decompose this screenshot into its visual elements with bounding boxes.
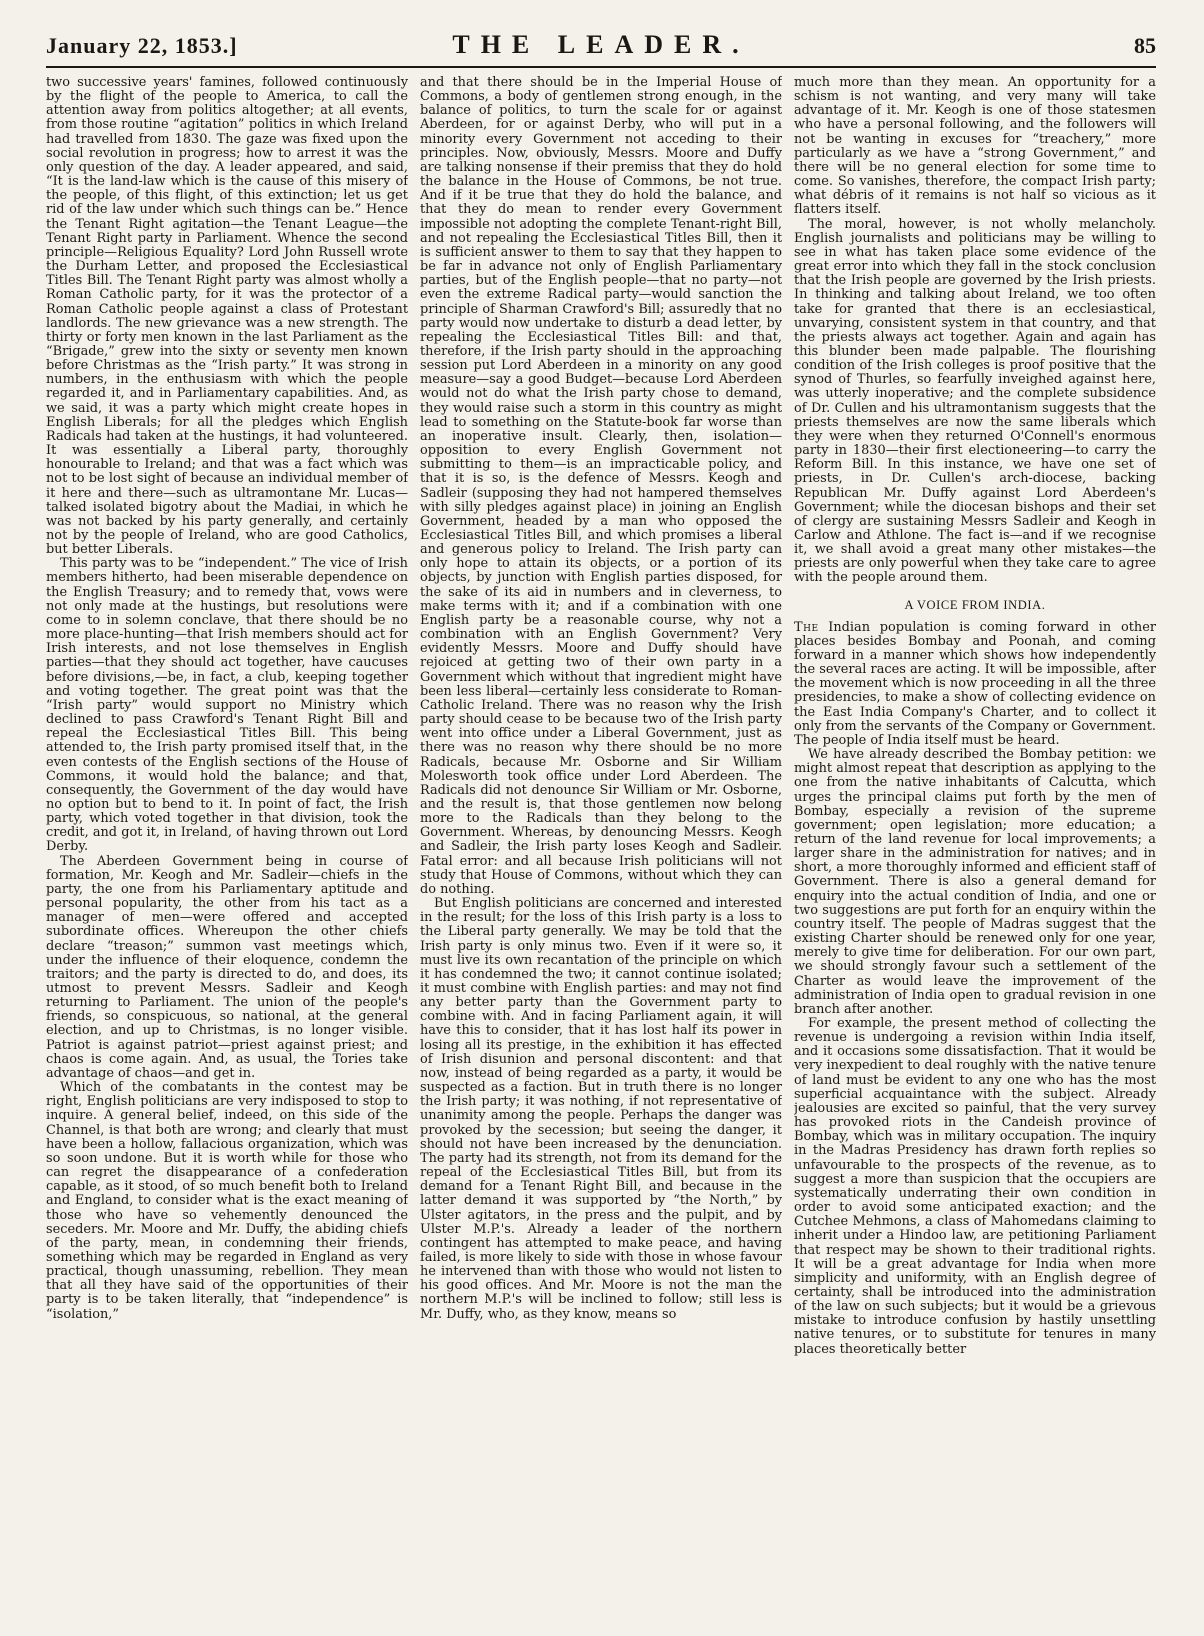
section-lead-paragraph (794, 621, 1156, 748)
column-2 (420, 76, 782, 1636)
masthead (46, 30, 1156, 68)
paragraph: The Aberdeen Government being in course of formation, Mr. Keogh and Mr. Sadleir—chiefs in the party, the one from his Parliamentary aptitude and personal popularity, the other from his tact as a manager of men—were offered and accepted subordinate offices. Whereupon the other chiefs declare “treason;” summon vast meetings which, under the influence of their eloquence, condemn the traitors; and the party is directed to do, and does, its utmost to prevent Messrs. Sadleir and Keogh returning to Parliament. The union of the people's friends, so conspicuous, so national, at the general election, and up to Christmas, is no longer visible. Patriot is against patriot—priest against priest; and chaos is come again. And, as usual, the Tories take advantage of chaos—and get in. (46, 853, 408, 1081)
paragraph: and that there should be in the Imperial House of Commons, a body of gentlemen strong enough, in the balance of politics, to turn the scale for or against Aberdeen, for or against Derby, who will put in a minority every Government not acceding to their principles. Now, obviously, Messrs. Moore and Duffy are talking nonsense if their premiss that they do hold the balance in the House of Commons, be not true. And if it be true that they do hold the balance, and that they do mean to render every Government impossible not adopting the complete Tenant-right Bill, and not repealing the Ecclesiastical Titles Bill, then it is sufficient answer to them to say that they happen to be far in advance not only of English Parliamentary parties, but of the English people—that no party—not even the extreme Radical party—would sanction the principle of Sharman Crawford's Bill; assuredly that no party would now undertake to disturb a dead letter, by repealing the Ecclesiastical Titles Bill: and that, therefore, if the Irish party should in the approaching session put Lord Aberdeen in a minority on any good measure—say a good Budget—because Lord Aberdeen would not do what the Irish party chose to demand, they would raise such a storm in this country as might lead to something on the Statute-book far worse than an inoperative insult. Clearly, then, isolation—opposition to every English Government not submitting to them—is an impracticable policy, and that it is so, is the defence of Messrs. Keogh and Sadleir (supposing they had not hampered themselves with silly pledges against place) in joining an English Government, headed by a man who opposed the Ecclesiastical Titles Bill, and which promises a liberal and generous policy to Ireland. The Irish party can only hope to attain its objects, or a portion of its objects, by junction with English parties disposed, for the sake of its aid in numbers and in cleverness, to make terms with it; and if a combination with one English party be a reasonable course, why not a combination with an English Government? Very evidently Messrs. Moore and Duffy should have rejoiced at getting two of their own party in a Government which without that ingredient might have been less liberal—certainly less considerate to Roman-Catholic Ireland. There was no reason why the Irish party should cease to be because two of the Irish party went into office under a Liberal Government, just as there was no reason why there should be no more Radicals, because Mr. Osborne and Sir William Molesworth took office under Lord Aberdeen. The Radicals did not denounce Sir William or Mr. Osborne, and the result is, that those gentlemen now belong more to the Radicals than they belong to the Government. Whereas, by denouncing Messrs. Keogh and Sadleir, the Irish party loses Keogh and Sadleir. Fatal error: and all because Irish politicians will not study that House of Commons, without which they can do nothing. (420, 76, 782, 897)
drop-word: The (794, 619, 819, 635)
issue-date: January 22, 1853.] (46, 33, 238, 58)
paragraph: For example, the present method of collecting the revenue is undergoing a revision within India itself, and it occasions some dissatisfaction. That it would be very inexpedient to deal roughly with the native tenure of land must be evident to any one who has the most superficial acquaintance with the subject. Already jealousies are excited so painful, that the very survey has provoked riots in the Candeish province of Bombay, which was in military occupation. The inquiry in the Madras Presidency has drawn forth replies so unfavourable to the prospects of the revenue, as to suggest a more than suspicion that the occupiers are systematically underrating their own condition in order to avoid some anticipated exaction; and the Cutchee Mehmons, a class of Mahomedans claiming to inherit under a Hindoo law, are petitioning Parliament that respect may be shown to their traditional rights. It will be a great advantage for India when more simplicity and uniformity, with an English degree of certainty, shall be introduced into the administration of the law on such subjects; but it would be a grievous mistake to introduce confusion by hastily unsettling native tenures, or to substitute for tenures in many places theoretically better (794, 1016, 1156, 1357)
paragraph: This party was to be “independent.” The vice of Irish members hitherto, had been miserable dependence on the English Treasury; and to remedy that, vows were not only made at the hustings, but resolutions were come to in solemn conclave, that there should be no more place-hunting—that Irish members should act for Irish interests, and not lose themselves in English parties—that they should act together, have caucuses before divisions,—be, in fact, a club, keeping together and voting together. The great point was that the “Irish party” would support no Ministry which declined to pass Crawford's Tenant Right Bill and repeal the Ecclesiastical Titles Bill. This being attended to, the Irish party promised itself that, in the even contests of the English sections of the House of Commons, it would hold the balance; and that, consequently, the Government of the day would have no option but to bend to it. In point of fact, the Irish party, which voted together in that division, took the credit, and got it, in Ireland, of having thrown out Lord Derby. (46, 556, 408, 855)
page-number: 85 (1134, 33, 1156, 58)
paragraph: The moral, however, is not wholly melancholy. English journalists and politicians may be willing to see in what has taken place some evidence of the great error into which they fall in the stock conclusion that the Irish people are governed by the Irish priests. In thinking and talking about Ireland, we too often take for granted that there is an ecclesiastical, unvarying, consistent system in that country, and that the priests always act together. Again and again has this blunder been made palpable. The flourishing condition of the Irish colleges is proof positive that the synod of Thurles, so fearfully inveighed against here, was utterly inoperative; and the complete subsidence of Dr. Cullen and his ultramontanism suggests that the priests themselves are now the same liberals which they were when they returned O'Connell's enormous party in 1830—their first electioneering—to carry the Reform Bill. In this instance, we have one set of priests, in Dr. Cullen's arch-diocese, backing Republican Mr. Duffy against Lord Aberdeen's Government; while the diocesan bishops and their set of clergy are sustaining Messrs Sadleir and Keogh in Carlow and Athlone. The fact is—and if we recognise it, we shall avoid a great many other mistakes—the priests are only powerful when they take care to agree with the people around them. (794, 216, 1156, 586)
lead-text: Indian population is coming forward in other places besides Bombay and Poonah, and coming forward in a manner which shows how independently the several races are acting. It will be impossible, after the movement which is now proceeding in all the three presidencies, to make a show of collecting evidence on the East India Company's Charter, and to collect it only from the servants of the Company or Government. The people of India itself must be heard. (794, 619, 1156, 748)
newspaper-title: THE LEADER. (452, 30, 750, 59)
paragraph: We have already described the Bombay petition: we might almost repeat that description as applying to the one from the native inhabitants of Calcutta, which urges the principal claims put forth by the men of Bombay, especially a revision of the supreme government; open legislation; more education; a return of the land revenue for local improvements; a larger share in the administration for natives; and in short, a more thoroughly informed and efficient staff of Government. There is also a general demand for enquiry into the actual condition of India, and one or two suggestions are put forth for an enquiry within the country itself. The people of Madras suggest that the existing Charter should be renewed only for one year, merely to give time for deliberation. For our own part, we should strongly favour such a settlement of the Charter as would leave the improvement of the administration of India open to gradual revision in one branch after another. (794, 747, 1156, 1017)
column-3 (794, 76, 1156, 1636)
columns (46, 76, 1156, 1636)
paragraph: much more than they mean. An opportunity for a schism is not wanting, and very many will take advantage of it. Mr. Keogh is one of those statesmen who have a personal following, and the followers will not be wanting in excuses for “treachery,” more particularly as we have a “strong Government,” and there will be no general election for some time to come. So vanishes, therefore, the compact Irish party; what débris of it remains is not half so vicious as it flatters itself. (794, 76, 1156, 218)
paragraph: Which of the combatants in the contest may be right, English politicians are very indisposed to stop to inquire. A general belief, indeed, on this side of the Channel, is that both are wrong; and clearly that must have been a hollow, fallacious organization, which was so soon undone. But it is worth while for those who can regret the disappearance of a confederation capable, as it stood, of so much benefit both to Ireland and England, to consider what is the exact meaning of those who have so vehemently denounced the seceders. Mr. Moore and Mr. Duffy, the abiding chiefs of the party, mean, in condemning their friends, something which may be regarded in England as very practical, though unassuming, rebellion. They mean that all they have said of the opportunities of their party is to be taken literally, that “independence” is “isolation,” (46, 1080, 408, 1322)
paragraph: two successive years' famines, followed continuously by the flight of the people to America, to call the attention away from politics altogether; at all events, from those routine “agitation” politics in which Ireland had travelled from 1830. The gaze was fixed upon the social revolution in progress; how to arrest it was the only question of the day. A leader appeared, and said, “It is the land-law which is the cause of this misery of the people, of this flight, of this extinction; let us get rid of the law under which such things can be.” Hence the Tenant Right agitation—the Tenant League—the Tenant Right party in Parliament. Whence the second principle—Religious Equality? Lord John Russell wrote the Durham Letter, and proposed the Ecclesiastical Titles Bill. The Tenant Right party was almost wholly a Roman Catholic party, for it was the protector of a Roman Catholic people against a class of Protestant landlords. The new grievance was a new strength. The thirty or forty men known in the last Parliament as the “Brigade,” grew into the sixty or seventy men known before Christmas as the “Irish party.” It was strong in numbers, in the enthusiasm with which the people regarded it, and in Parliamentary capabilities. And, as we said, it was a party which might create hopes in English Liberals; for all the pledges which English Radicals had taken at the hustings, it had volunteered. It was essentially a Liberal party, thoroughly honourable to Ireland; and that was a fact which was not to be lost sight of because an individual member of it here and there—such as ultramontane Mr. Lucas—talked isolated bigotry about the Madiai, in which he was not backed by his party generally, and certainly not by the people of Ireland, who are good Catholics, but better Liberals. (46, 76, 408, 558)
column-1 (46, 76, 408, 1636)
section-heading: A VOICE FROM INDIA. (904, 597, 1046, 612)
paragraph: But English politicians are concerned and interested in the result; for the loss of this Irish party is a loss to the Liberal party generally. We may be told that the Irish party is only minus two. Even if it were so, it must live its own recantation of the principle on which it has condemned the two; it cannot continue isolated; it must combine with English parties: and may not find any better party than the Government party to combine with. And in facing Parliament again, it will have this to consider, that it has lost half its power in losing all its prestige, in the exhibition it has effected of Irish disunion and personal discontent: and that now, instead of being regarded as a party, it would be suspected as a faction. But in truth there is no longer the Irish party; it was nothing, if not representative of unanimity among the people. Perhaps the danger was provoked by the secession; but seeing the danger, it should not have been increased by the denunciation. The party had its strength, not from its demand for the repeal of the Ecclesiastical Titles Bill, but from its demand for a Tenant Right Bill, and because in the latter demand it was supported by “the North,” by Ulster agitators, in the press and the pulpit, and by Ulster M.P.'s. Already a leader of the northern contingent has attempted to make peace, and having failed, is more likely to side with those in whose favour he intervened than with those who would not listen to his good offices. And Mr. Moore is not the man the northern M.P.'s will be inclined to follow; still less is Mr. Duffy, who, as they know, means so (420, 896, 782, 1322)
